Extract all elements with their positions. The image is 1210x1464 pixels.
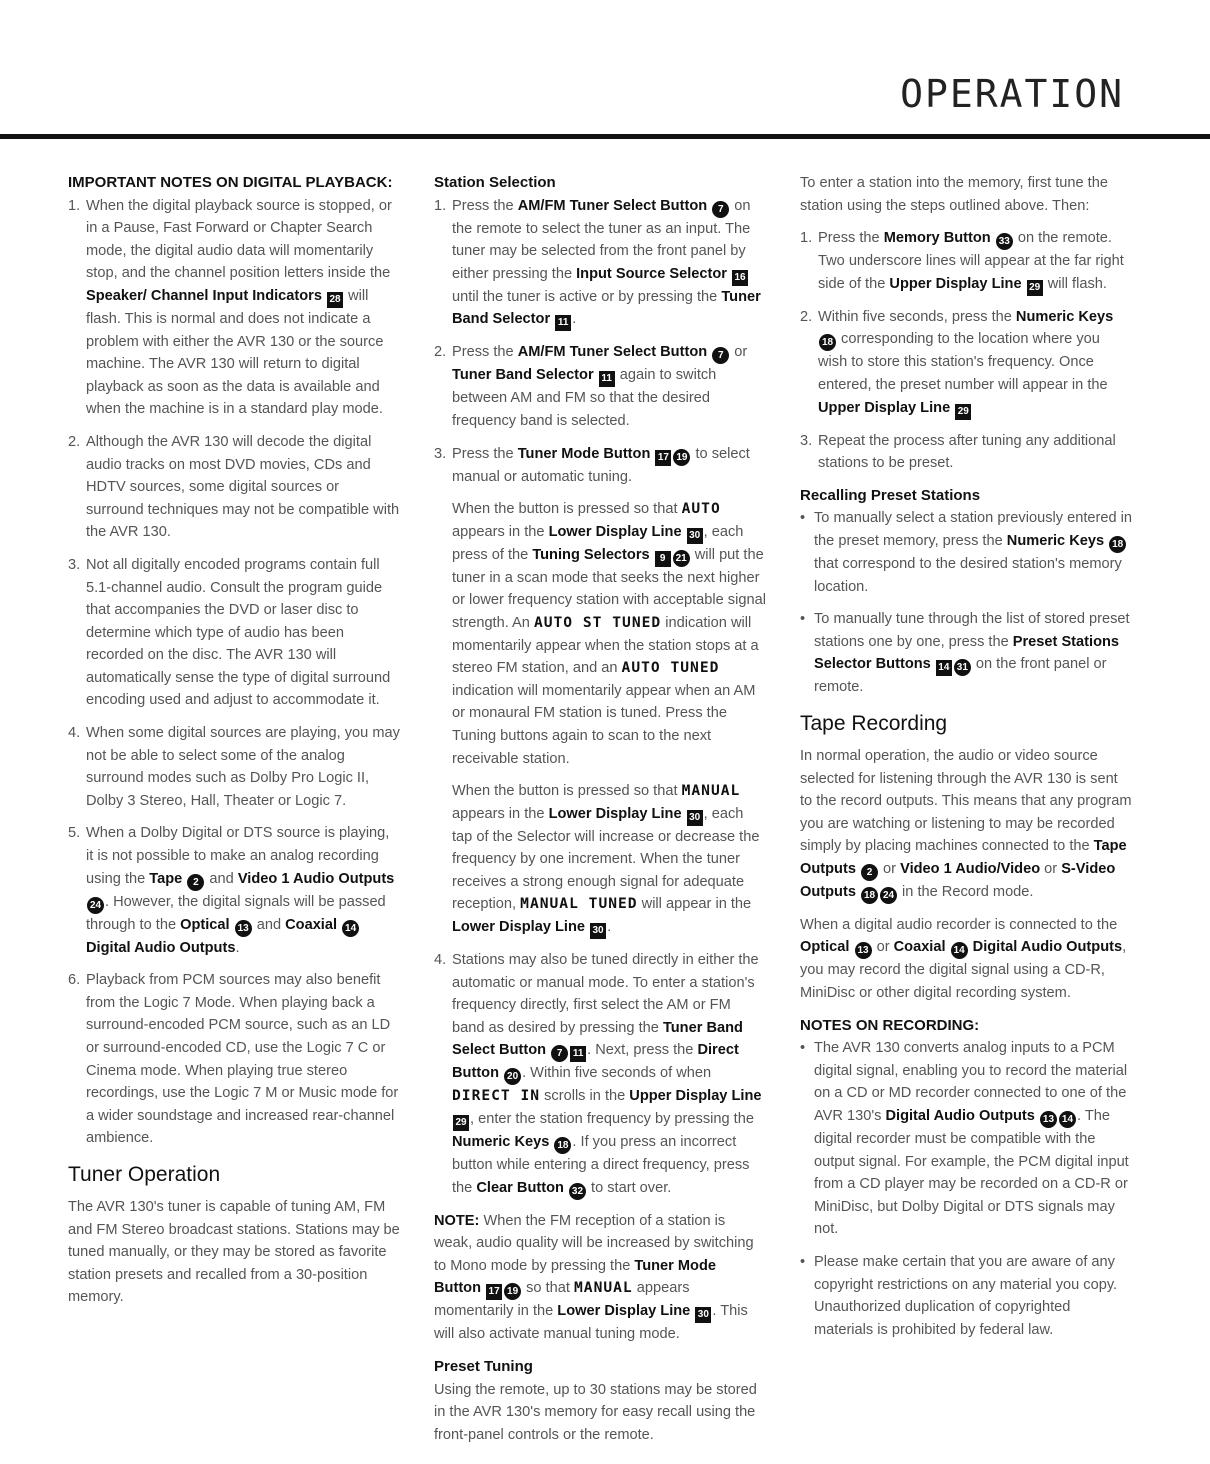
fm-note: NOTE: When the FM reception of a station is weak, audio quality will be increased by switching to Mono mode by pressing the Tuner Mode Button 17 19 so that MANUAL appears momentarily in the Lower Display Line 30 . This will also activate manual tuning mode.	[434, 1212, 754, 1343]
recording-notes	[800, 1037, 1132, 1341]
digital-playback-notes	[68, 195, 400, 1150]
station-selection-heading: Station Selection	[434, 174, 556, 191]
ref-circle-icon: 14	[1059, 1111, 1076, 1128]
digital-playback-heading: IMPORTANT NOTES ON DIGITAL PLAYBACK:	[68, 174, 393, 191]
ref-circle-icon: 18	[1109, 536, 1126, 553]
list-item: 1. Press the Memory Button 33 on the remote. Two underscore lines will appear at the far right side of the Upper Display Line 29 will flash.	[800, 227, 1132, 296]
list-item: 3. Press the Tuner Mode Button 17 19 to select manual or automatic tuning. When the button is pressed so that AUTO appears in the Lower Display Line 30 , each press of the Tuning Selectors 9 21 will put the tuner in a scan mode that seeks the next higher or lower frequency station with acceptable signal strength. An AUTO ST TUNED indication will momentarily appear when the station stops at a stereo FM station, and an AUTO TUNED indication will momentarily appear when an AM or monaural FM station is tuned. Press the Tuning buttons again to scan to the next receivable station. When the button is pressed so that MANUAL appears in the Lower Display Line 30 , each tap of the Selector will increase or decrease the frequency by one increment. When the tuner receives a strong enough signal for adequate reception, MANUAL TUNED will appear in the Lower Display Line 30 .	[434, 443, 766, 940]
tape-paragraph-1: In normal operation, the audio or video source selected for listening through the AVR 130 is sent to the record outputs. This means that any program you are watching or listening to may be recorded simply by placing machines connected to the Tape Outputs 2 or Video 1 Audio/Video or S-Video Outputs 18 24 in the Record mode.	[800, 745, 1132, 904]
preset-tuning-heading: Preset Tuning	[434, 1358, 533, 1375]
ref-circle-icon: 14	[342, 920, 359, 937]
list-item: • Please make certain that you are aware of any copyright restrictions on any material you copy. Unauthorized duplication of copyrighted materials is prohibited by federal law.	[800, 1254, 1118, 1338]
column-3	[800, 172, 1132, 1351]
notes-on-recording-heading: NOTES ON RECORDING:	[800, 1016, 980, 1034]
ref-circle-icon: 7	[712, 347, 729, 364]
ref-circle-icon: 32	[569, 1183, 586, 1200]
list-item: 4. Stations may also be tuned directly in either the automatic or manual mode. To enter a station's frequency directly, first select the AM or FM band as desired by pressing the Tuner Band Select Button 7 11 . Next, press the Direct Button 20 . Within five seconds of when DIRECT IN scrolls in the Upper Display Line 29 , enter the station frequency by pressing the Numeric Keys 18 . If you press an incorrect button while entering a direct frequency, press the Clear Button 32 to start over.	[434, 949, 766, 1200]
ref-key-icon: 14	[936, 660, 952, 676]
memory-steps	[800, 227, 1132, 475]
list-item: • To manually tune through the list of stored preset stations one by one, press the Preset Stations Selector Buttons 14 31 on the front panel or remote.	[800, 611, 1130, 696]
list-item: 5. When a Dolby Digital or DTS source is playing, it is not possible to make an analog recording using the Tape 2 and Video 1 Audio Outputs 24 . However, the digital signals will be passed through to the Optical 13 and Coaxial 14 Digital Audio Outputs.	[68, 825, 395, 956]
ref-key-icon: 9	[655, 551, 671, 567]
header-rule	[0, 134, 1210, 139]
ref-circle-icon: 7	[712, 201, 729, 218]
list-item: 2. Press the AM/FM Tuner Select Button 7 or Tuner Band Selector 11 again to switch between AM and FM so that the desired frequency band is selected.	[434, 344, 748, 429]
tuner-operation-text: The AVR 130's tuner is capable of tuning AM, FM and FM Stereo broadcast stations. Stations may be tuned manually, or they may be stored as favorite station presets and recalled from a 30-position memory.	[68, 1198, 400, 1306]
list-item: 3. Repeat the process after tuning any additional stations to be preset.	[800, 432, 1116, 472]
ref-key-icon: 30	[687, 528, 703, 544]
ref-key-icon: 11	[570, 1046, 586, 1062]
page-title: OPERATION	[900, 72, 1124, 116]
list-item: 3. Not all digitally encoded programs contain full 5.1-channel audio. Consult the program guide that accompanies the DVD or laser disc to determine which type of audio has been recorded on the disc. The AVR 130 will automatically sense the type of digital surround encoding used and adjust to accommodate it.	[68, 556, 391, 709]
list-item: 2. Although the AVR 130 will decode the digital audio tracks on most DVD movies, CDs and HDTV sources, some digital sources or surround techniques may not be compatible with the AVR 130.	[68, 433, 400, 541]
ref-key-icon: 29	[1027, 280, 1043, 296]
list-item: 6. Playback from PCM sources may also benefit from the Logic 7 Mode. When playing back a surround-encoded PCM source, such as an LD or surround-encoded CD, use the Logic 7 C or Cinema mode. When playing true stereo recordings, use the Logic 7 M or Music mode for a wider soundstage and increased rear-channel ambience.	[68, 972, 399, 1147]
ref-circle-icon: 19	[673, 449, 690, 466]
ref-circle-icon: 14	[951, 942, 968, 959]
ref-key-icon: 29	[955, 404, 971, 420]
auto-mode-paragraph: When the button is pressed so that AUTO appears in the Lower Display Line 30 , each press of the Tuning Selectors 9 21 will put the tuner in a scan mode that seeks the next higher or lower frequency station with acceptable signal strength. An AUTO ST TUNED indication will momentarily appear when the station stops at a stereo FM station, and an AUTO TUNED indication will momentarily appear when an AM or monaural FM station is tuned. Press the Tuning buttons again to scan to the next receivable station.	[452, 500, 766, 767]
ref-circle-icon: 7	[551, 1045, 568, 1062]
ref-key-icon: 16	[732, 270, 748, 286]
ref-key-icon: 29	[453, 1115, 469, 1131]
ref-circle-icon: 21	[673, 550, 690, 567]
ref-circle-icon: 18	[554, 1137, 571, 1154]
ref-key-icon: 30	[695, 1307, 711, 1323]
column-1	[68, 172, 400, 1319]
ref-circle-icon: 24	[880, 887, 897, 904]
preset-tuning-text: Using the remote, up to 30 stations may be stored in the AVR 130's memory for easy recall using the front-panel controls or the remote.	[434, 1381, 757, 1443]
ref-key-icon: 30	[590, 923, 606, 939]
ref-key-icon: 17	[655, 450, 671, 466]
ref-circle-icon: 2	[187, 874, 204, 891]
ref-key-icon: 11	[599, 371, 615, 387]
manual-mode-paragraph: When the button is pressed so that MANUAL appears in the Lower Display Line 30 , each tap of the Selector will increase or decrease the frequency by one increment. When the tuner receives a strong enough signal for adequate reception, MANUAL TUNED will appear in the Lower Display Line 30 .	[452, 780, 766, 939]
recall-list	[800, 507, 1132, 699]
list-item: 1. When the digital playback source is stopped, or in a Pause, Fast Forward or Chapter Search mode, the digital audio data will momentarily stop, and the channel position letters inside the Speaker/ Channel Input Indicators 28 will flash. This is normal and does not indicate a problem with either the AVR 130 or the source machine. The AVR 130 will return to digital playback as soon as the data is available and when the machine is in a standard play mode.	[68, 197, 392, 418]
ref-circle-icon: 33	[996, 233, 1013, 250]
list-item: 2. Within five seconds, press the Numeric Keys 18 corresponding to the location where you wish to store this station's frequency. Once entered, the preset number will appear in the Upper Display Line 29	[800, 306, 1132, 420]
tape-recording-heading: Tape Recording	[800, 711, 948, 735]
ref-circle-icon: 13	[855, 942, 872, 959]
station-selection-steps	[434, 195, 766, 1200]
ref-circle-icon: 18	[819, 334, 836, 351]
ref-key-icon: 17	[486, 1284, 502, 1300]
ref-circle-icon: 18	[861, 887, 878, 904]
ref-key-icon: 28	[327, 292, 343, 308]
list-item: • To manually select a station previously entered in the preset memory, press the Numeric Keys 18 that correspond to the desired station's memory location.	[800, 510, 1132, 595]
list-item: • The AVR 130 converts analog inputs to a PCM digital signal, enabling you to record the material on a CD or MD recorder connected to one of the AVR 130's Digital Audio Outputs 13 14 . The digital recorder must be compatible with the output signal. For example, the PCM digital input from a CD player may be recorded on a CD-R or MiniDisc, but Dolby Digital or DTS signals may not.	[800, 1040, 1129, 1238]
memory-intro: To enter a station into the memory, first tune the station using the steps outlined above. Then:	[800, 175, 1108, 214]
tape-paragraph-2: When a digital audio recorder is connected to the Optical 13 or Coaxial 14 Digital Audio Outputs, you may record the digital signal using a CD-R, MiniDisc or other digital recording system.	[800, 916, 1127, 1002]
ref-circle-icon: 13	[1040, 1111, 1057, 1128]
ref-circle-icon: 24	[87, 897, 104, 914]
ref-key-icon: 11	[555, 315, 571, 331]
ref-key-icon: 30	[687, 810, 703, 826]
tuner-operation-heading: Tuner Operation	[68, 1162, 221, 1186]
list-item: 4. When some digital sources are playing, you may not be able to select some of the analog surround modes such as Dolby Pro Logic II, Dolby 3 Stereo, Hall, Theater or Logic 7.	[68, 725, 400, 809]
ref-circle-icon: 19	[504, 1283, 521, 1300]
ref-circle-icon: 13	[235, 920, 252, 937]
column-2	[434, 172, 766, 1456]
ref-circle-icon: 31	[954, 659, 971, 676]
list-item: 1. Press the AM/FM Tuner Select Button 7 on the remote to select the tuner as an input. The tuner may be selected from the front panel by either pressing the Input Source Selector 16 until the tuner is active or by pressing the Tuner Band Selector 11 .	[434, 195, 766, 332]
recalling-presets-heading: Recalling Preset Stations	[800, 486, 981, 504]
ref-circle-icon: 2	[861, 864, 878, 881]
ref-circle-icon: 20	[504, 1068, 521, 1085]
